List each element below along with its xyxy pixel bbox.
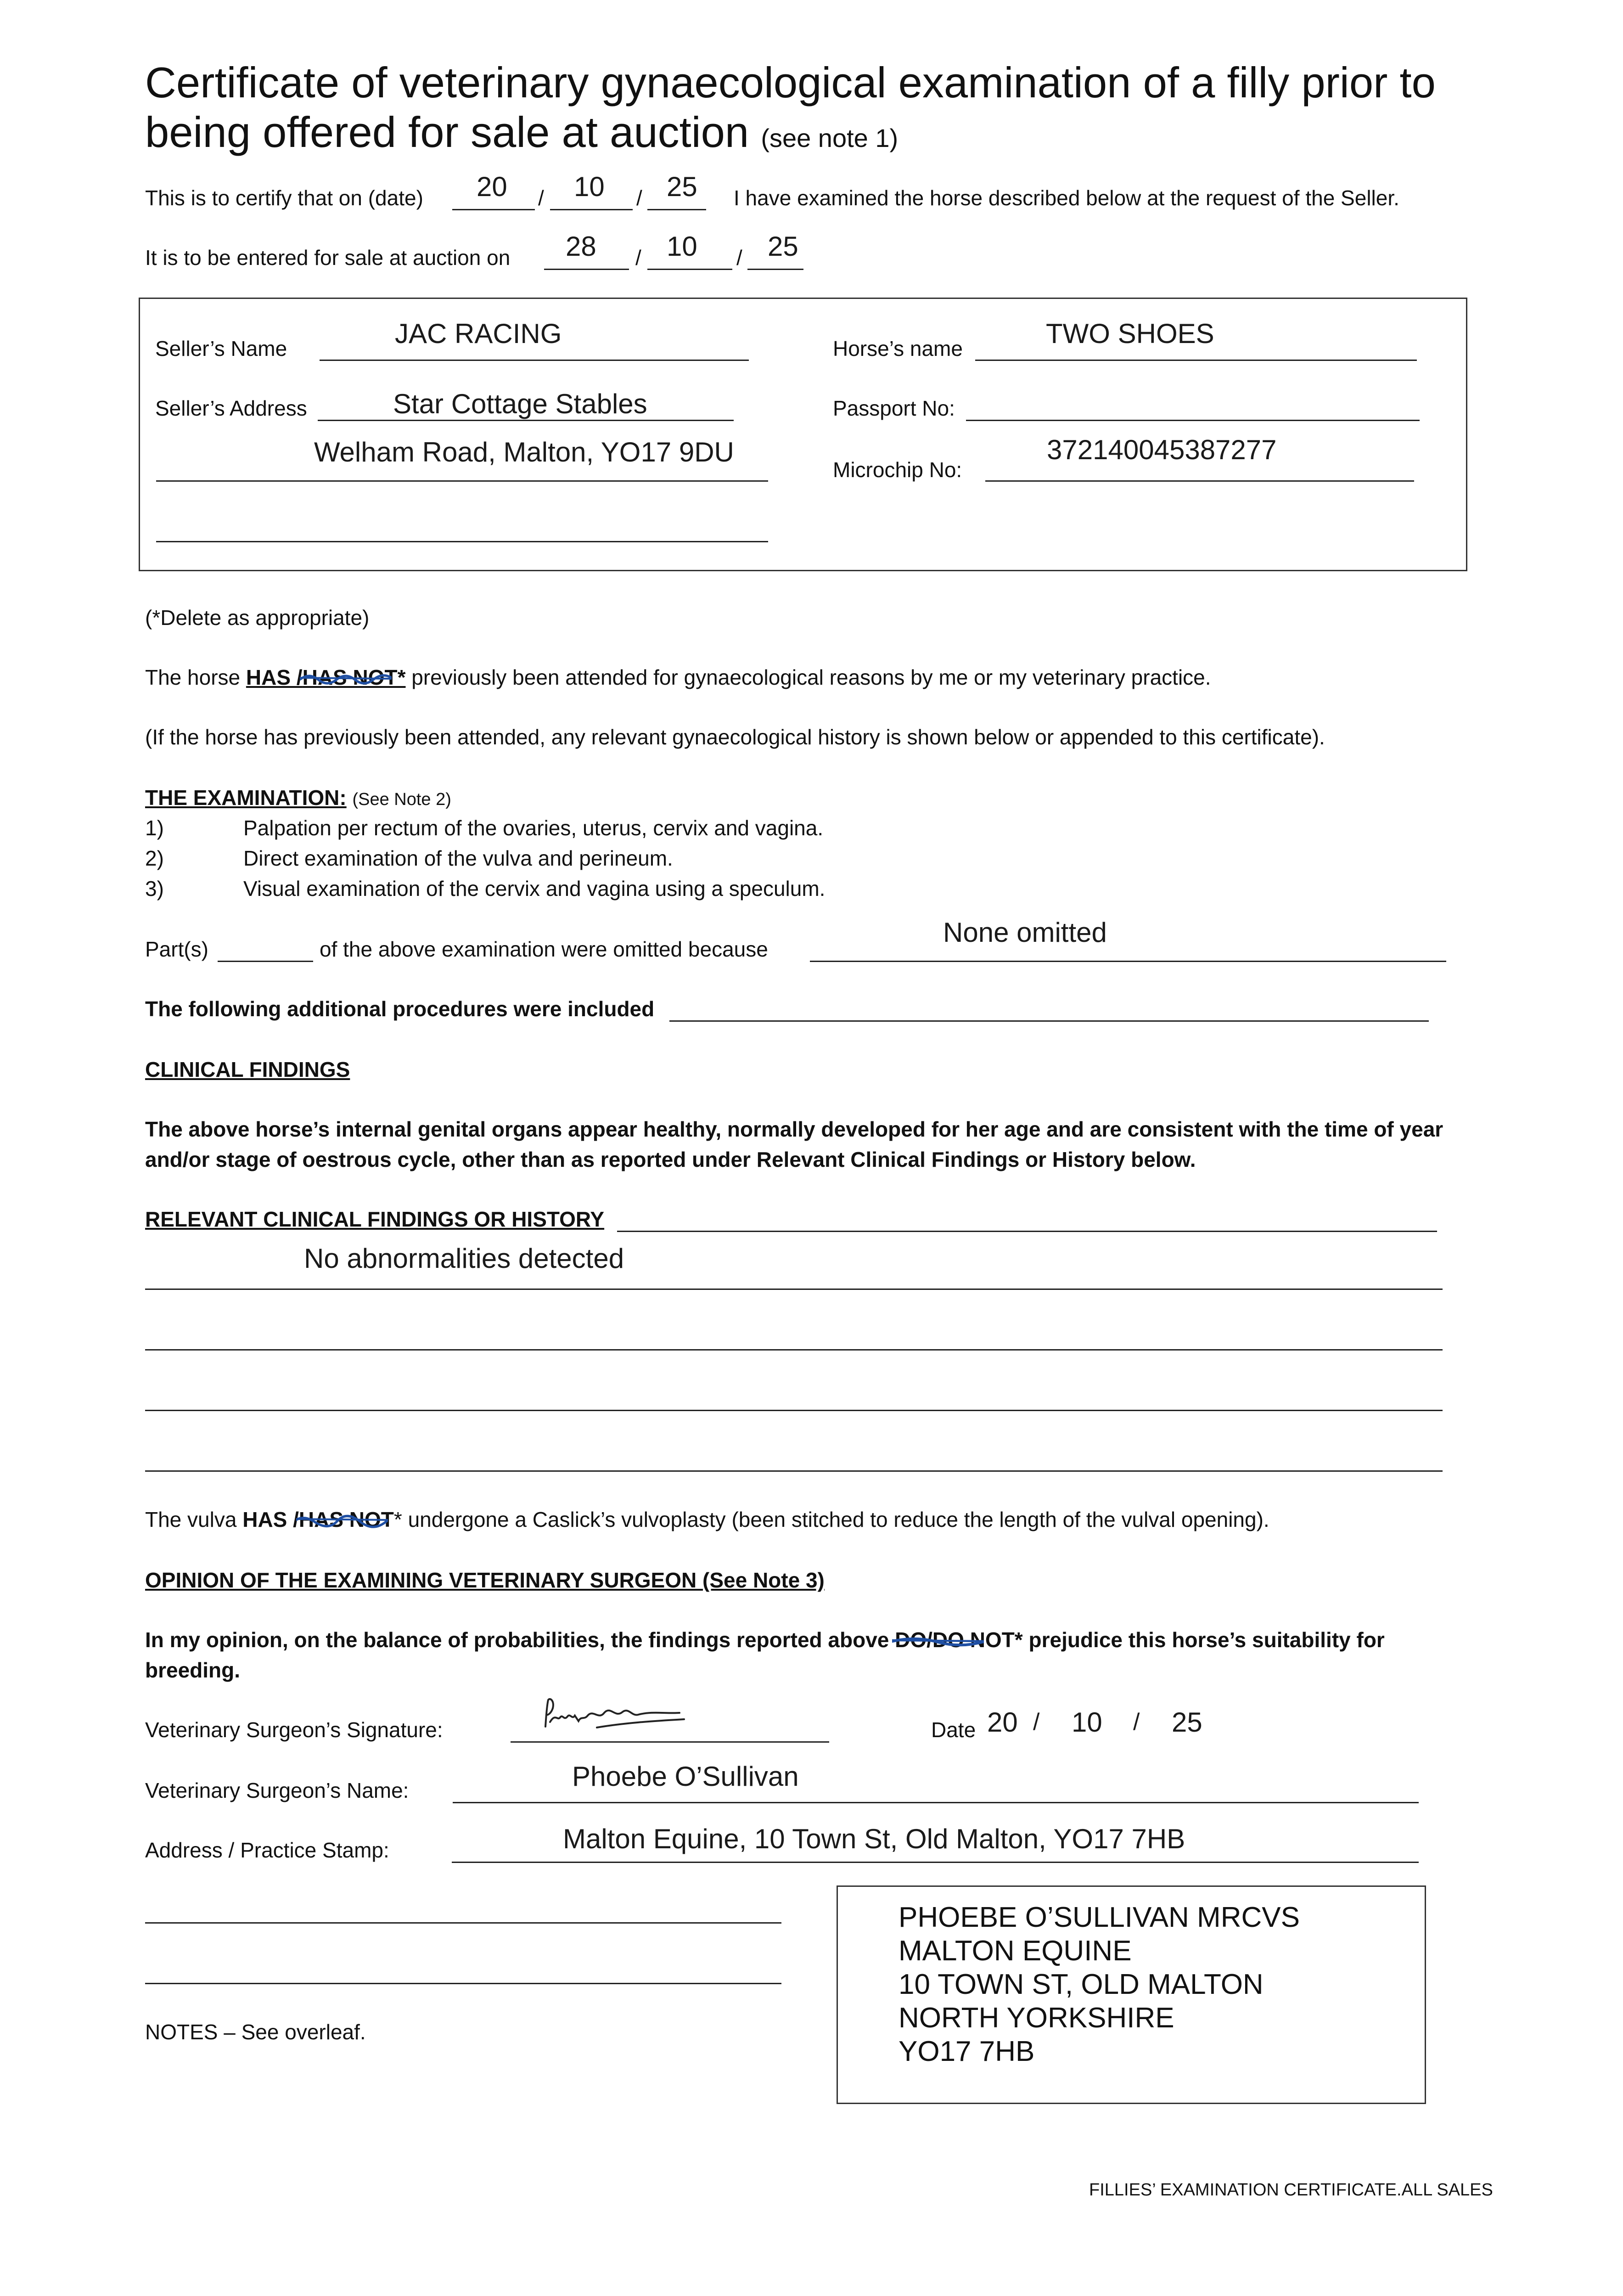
exam-item-2-num: 2): [145, 846, 164, 870]
seller-address-line1-value[interactable]: Star Cottage Stables: [393, 388, 647, 419]
stamp-line-5: YO17 7HB: [899, 2036, 1035, 2067]
slash: /: [1033, 1709, 1040, 1735]
vulva-suffix: * undergone a Caslick’s vulvoplasty (been stitched to reduce the length of the vulval opening).: [393, 1508, 1269, 1531]
passport-line: [966, 420, 1420, 421]
exam-item-1-text: Palpation per rectum of the ovaries, uterus, cervix and vagina.: [243, 816, 824, 840]
certify-day-line: [452, 209, 535, 210]
opinion-prefix: In my opinion, on the balance of probabilities, the findings reported above: [145, 1628, 889, 1652]
extra-address-line-2: [145, 1983, 781, 1984]
opinion-line-1: [145, 1627, 1385, 1652]
stamp-line-3: 10 TOWN ST, OLD MALTON: [899, 1969, 1264, 2000]
seller-name-label: Seller’s Name: [155, 337, 287, 360]
certify-month[interactable]: 10: [574, 171, 605, 202]
seller-address-line2-value[interactable]: Welham Road, Malton, YO17 9DU: [314, 437, 734, 467]
opinion-do[interactable]: DO: [895, 1627, 927, 1652]
opinion-line-2: breeding.: [145, 1658, 241, 1682]
relevant-line-1: [145, 1289, 1443, 1290]
slash: /: [538, 186, 544, 210]
relevant-line-0: [617, 1231, 1437, 1232]
examination-heading-row: [145, 785, 451, 810]
auction-prefix: It is to be entered for sale at auction on: [145, 246, 511, 270]
certify-suffix: I have examined the horse described below at the request of the Seller.: [734, 186, 1399, 210]
horse-name-line: [975, 360, 1417, 361]
address-stamp-line: [452, 1862, 1419, 1863]
clinical-heading: CLINICAL FINDINGS: [145, 1058, 350, 1081]
strikethrough-scribble: [300, 669, 392, 687]
seller-address-line-3: [156, 541, 768, 542]
address-stamp-value[interactable]: Malton Equine, 10 Town St, Old Malton, YO17 7HB: [563, 1823, 1185, 1854]
examination-heading: THE EXAMINATION:: [145, 786, 347, 810]
certify-month-line: [550, 209, 633, 210]
signature-date-year[interactable]: 25: [1172, 1707, 1202, 1738]
title-note: (see note 1): [761, 124, 899, 152]
relevant-line-3: [145, 1410, 1443, 1411]
vet-name-line: [453, 1802, 1419, 1803]
practice-stamp: [837, 1885, 1426, 2104]
vulva-has[interactable]: HAS /: [242, 1508, 299, 1531]
relevant-line-4: [145, 1470, 1443, 1472]
exam-item-3-text: Visual examination of the cervix and vagina using a speculum.: [243, 877, 826, 900]
clinical-statement-2: and/or stage of oestrous cycle, other than as reported under Relevant Clinical Findings or History below.: [145, 1148, 1196, 1171]
opinion-suffix: /DO NOT* prejudice this horse’s suitability for: [927, 1628, 1385, 1652]
stamp-line-4: NORTH YORKSHIRE: [899, 2002, 1174, 2034]
title-line-2: being offered for sale at auction (see note 1): [145, 108, 899, 156]
stamp-text: [899, 1901, 1300, 2068]
omitted-middle: of the above examination were omitted because: [320, 937, 768, 961]
exam-item-1-num: 1): [145, 816, 164, 840]
vet-name-label: Veterinary Surgeon’s Name:: [145, 1778, 409, 1802]
slash: /: [736, 246, 742, 270]
strikethrough-scribble: [296, 1511, 388, 1529]
certify-prefix: This is to certify that on (date): [145, 186, 423, 210]
clinical-statement-1: The above horse’s internal genital organs appear healthy, normally developed for her age and are consistent with the time of year: [145, 1117, 1443, 1141]
footer-text: FILLIES’ EXAMINATION CERTIFICATE.ALL SALES: [1089, 2180, 1493, 2200]
microchip-label: Microchip No:: [833, 458, 962, 482]
title-line-1: Certificate of veterinary gynaecological examination of a filly prior to: [145, 58, 1436, 107]
auction-month[interactable]: 10: [667, 231, 697, 262]
strikethrough-scribble: [892, 1631, 984, 1649]
exam-item-2-text: Direct examination of the vulva and perineum.: [243, 846, 673, 870]
seller-address-label: Seller’s Address: [155, 396, 307, 420]
horse-name-value[interactable]: TWO SHOES: [1046, 318, 1214, 349]
certify-year[interactable]: 25: [667, 171, 697, 202]
relevant-heading: RELEVANT CLINICAL FINDINGS OR HISTORY: [145, 1207, 605, 1231]
certify-day[interactable]: 20: [477, 171, 507, 202]
relevant-line-2: [145, 1349, 1443, 1351]
seller-address-line-1: [318, 420, 734, 421]
attended-has-not[interactable]: HAS NOT*: [303, 665, 406, 690]
omitted-reason-value[interactable]: None omitted: [943, 917, 1107, 948]
relevant-value[interactable]: No abnormalities detected: [304, 1243, 624, 1274]
stamp-line-1: PHOEBE O’SULLIVAN MRCVS: [899, 1902, 1300, 1933]
auction-day[interactable]: 28: [566, 231, 596, 262]
seller-name-line: [320, 360, 749, 361]
slash: /: [1133, 1709, 1140, 1735]
opinion-heading: OPINION OF THE EXAMINING VETERINARY SURGEON (See Note 3): [145, 1568, 825, 1592]
attended-prefix: The horse: [145, 665, 241, 689]
microchip-value[interactable]: 372140045387277: [1047, 434, 1277, 465]
auction-year-line: [747, 269, 803, 270]
horse-name-label: Horse’s name: [833, 337, 963, 360]
seller-address-line-2: [156, 480, 768, 482]
auction-day-line: [544, 269, 629, 270]
delete-note: (*Delete as appropriate): [145, 606, 370, 630]
examination-heading-note: (See Note 2): [352, 790, 451, 809]
attended-suffix: previously been attended for gynaecological reasons by me or my veterinary practice.: [411, 665, 1211, 689]
extra-address-line-1: [145, 1922, 781, 1924]
vulva-line: [145, 1507, 1269, 1532]
stamp-line-2: MALTON EQUINE: [899, 1935, 1132, 1967]
microchip-line: [985, 480, 1414, 482]
vet-name-value[interactable]: Phoebe O’Sullivan: [572, 1761, 799, 1792]
omitted-prefix: Part(s): [145, 937, 208, 961]
additional-label: The following additional procedures were included: [145, 997, 655, 1021]
omitted-reason-line: [810, 961, 1446, 962]
signature-date-day[interactable]: 20: [987, 1707, 1018, 1738]
address-stamp-label: Address / Practice Stamp:: [145, 1838, 389, 1862]
signature-date-month[interactable]: 10: [1072, 1707, 1102, 1738]
passport-label: Passport No:: [833, 396, 955, 420]
attended-has[interactable]: HAS /: [246, 665, 303, 689]
seller-name-value[interactable]: JAC RACING: [395, 318, 562, 349]
signature-line: [511, 1741, 829, 1743]
omitted-parts-line: [218, 961, 313, 962]
slash: /: [636, 186, 642, 210]
slash: /: [635, 246, 641, 270]
notes-text: NOTES – See overleaf.: [145, 2020, 366, 2044]
page-title: [145, 58, 1436, 163]
signature-label: Veterinary Surgeon’s Signature:: [145, 1718, 443, 1742]
vulva-prefix: The vulva: [145, 1508, 237, 1531]
attended-line: [145, 665, 1211, 690]
vulva-has-not[interactable]: HAS NOT: [299, 1507, 394, 1532]
auction-month-line: [647, 269, 732, 270]
auction-year[interactable]: 25: [768, 231, 798, 262]
certify-year-line: [647, 209, 706, 210]
date-label: Date: [931, 1718, 976, 1742]
exam-item-3-num: 3): [145, 877, 164, 900]
additional-line: [669, 1020, 1429, 1022]
signature-scribble[interactable]: [542, 1694, 689, 1740]
history-note: (If the horse has previously been attended, any relevant gynaecological history is shown below or appended to this certificate).: [145, 725, 1325, 749]
